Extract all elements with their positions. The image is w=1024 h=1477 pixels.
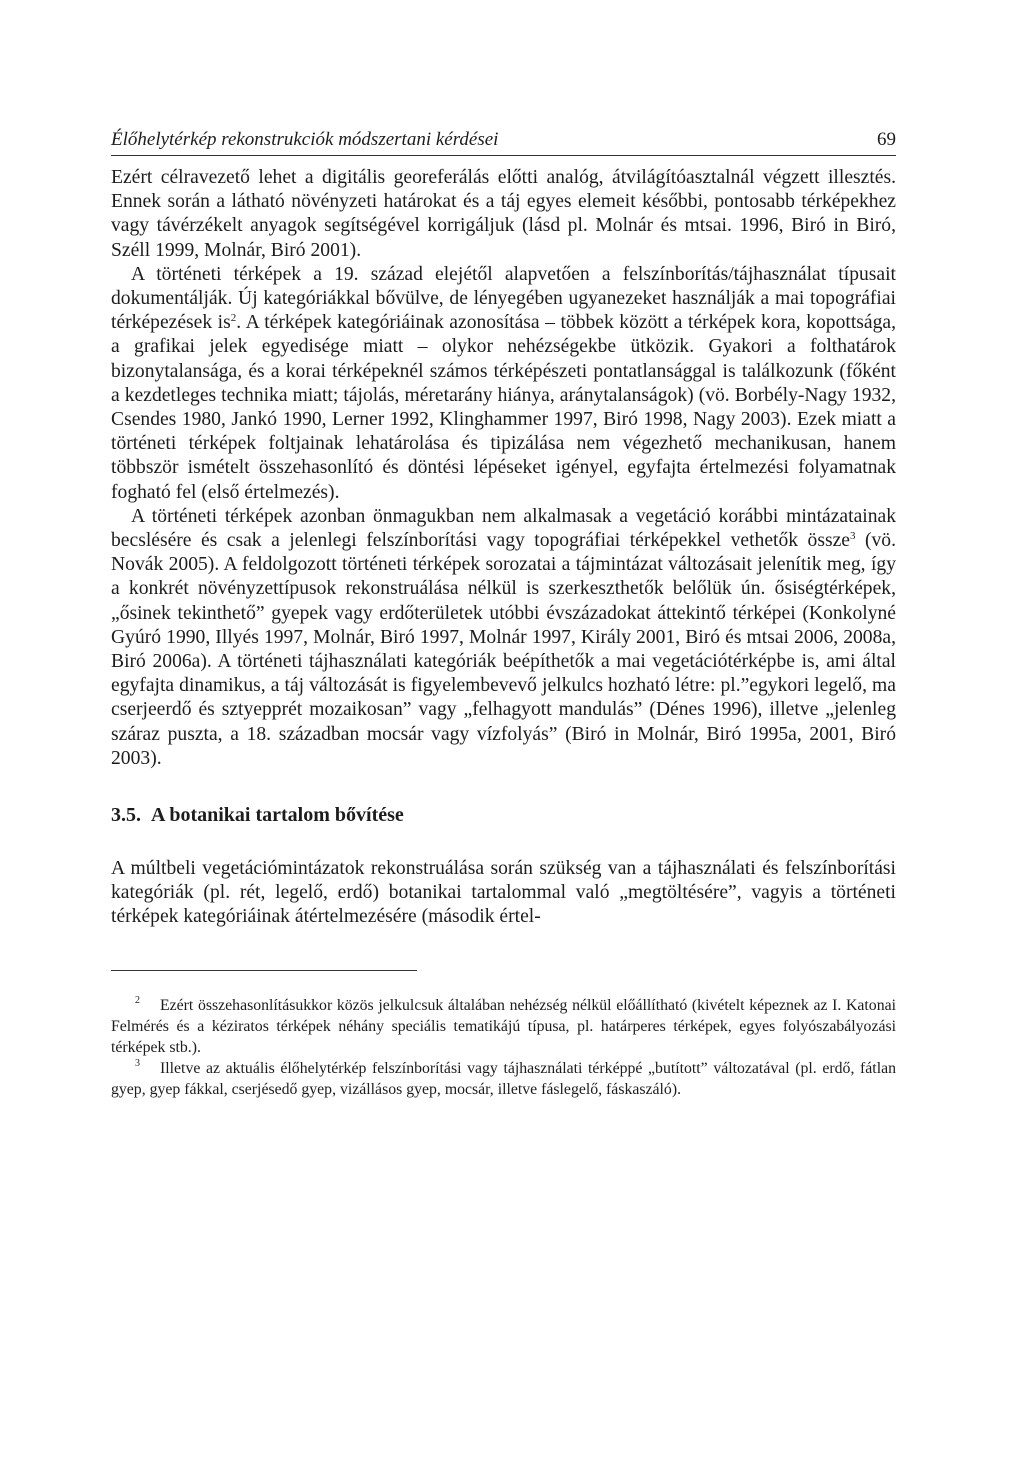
document-page [111,128,896,1100]
footnote-2 [111,995,896,1058]
section-heading [111,802,896,828]
body-text [111,166,896,930]
footnote-mark: 2 [135,994,140,1006]
footnotes [111,995,896,1100]
page-number: 69 [877,129,896,150]
running-header [111,128,896,156]
section-number: 3.5. [111,804,141,827]
paragraph-2-text-b: . A térképek kategóriáinak azonosítása – többek között a térképek kora, kopottsága, a grafikai jelek egyedisége miatt – olykor nehézségekbe ütközik. Gyakori a folthatárok bizonytalansága, és a korai térképeknél számos térképészeti pontatlansággal is találkozunk (főként a kezdetleges technika miatt; tájolás, méretarány hiánya, aránytalanságok) (vö. Borbély-Nagy 1932, Csendes 1980, Jankó 1990, Lerner 1992, Klinghammer 1997, Biró 1998, Nagy 2003). Ezek miatt a történeti térképek foltjainak lehatárolása és tipizálása nem végezhető mechanikusan, hanem többször ismételt összehasonlító és döntési lépéseket igényel, egyfajta értelmezési folyamatnak fogható fel (első értelmezés). [111,312,896,503]
section-paragraph: A múltbeli vegetációmintázatok rekonstruálása során szükség van a tájhasználati és felszínborítási kategóriák (pl. rét, legelő, erdő) botanikai tartalommal való „megtöltésére”, vagyis a történeti térképek kategóriáinak átértelmezésére (második értel- [111,858,896,928]
paragraph-3-text-b: (vö. Novák 2005). A feldolgozott történeti térképek sorozatai a tájmintázat változásait jelenítik meg, így a konkrét növényzettípusok rekonstruálása nélkül is szerkeszthetők belőlük ún. ősiségtérképek, „ősinek tekinthető” gyepek vagy erdőterületek utóbbi évszázadokat áttekintő térképei (Konkolyné Gyúró 1990, Illyés 1997, Molnár, Biró 1997, Molnár 1997, Király 2001, Biró és mtsai 2006, 2008a, Biró 2006a). A történeti tájhasználati kategóriák beépíthetők a mai vegetációtérképbe is, ami által egyfajta dinamikus, a táj változását is figyelembevevő jelkulcs hozható létre: pl.”egykori legelő, ma cserjeerdő és sztyepprét mozaikosan” vagy „felhagyott mandulás” (Dénes 1996), illetve „jelenleg száraz puszta, a 18. században mocsár vagy vízfolyás” (Biró in Molnár, Biró 1995a, 2001, Biró 2003). [111,530,897,769]
footnote-3 [111,1058,896,1100]
paragraph-2-text-a: A történeti térképek a 19. század elejétől alapvetően a felszínborítás/tájhasználat típusait dokumentálják. Új kategóriákkal bővülve, de lényegében ugyanezeket használják a mai topográfiai térképezések is [111,263,896,334]
paragraph-3 [111,505,896,771]
footnote-mark: 3 [135,1057,140,1069]
section-title: A botanikai tartalom bővítése [151,804,404,827]
paragraph-1: Ezért célravezető lehet a digitális georeferálás előtti analóg, átvilágítóasztalnál végzett illesztés. Ennek során a látható növényzeti határokat és a táj egyes elemeit későbbi, pontosabb térképekhez vagy távérzékelt anyagok segítségével korrigáljuk (lásd pl. Molnár és mtsai. 1996, Biró in Biró, Széll 1999, Molnár, Biró 2001). [111,167,896,261]
footnote-ref-3: 3 [850,530,856,543]
footnote-ref-2: 2 [230,312,237,325]
footnote-text: Illetve az aktuális élőhelytérkép felszínborítási vagy tájhasználati térképpé „butított” változatával (pl. erdő, fátlan gyep, gyep fákkal, cserjésedő gyep, vizállásos gyep, mocsár, illetve fáslegelő, fáskaszáló). [111,1059,896,1098]
running-title: Élőhelytérkép rekonstrukciók módszertani kérdései [111,129,499,150]
footnote-divider [111,970,417,971]
paragraph-2 [111,263,896,505]
paragraph-3-text-a: A történeti térképek azonban önmagukban nem alkalmasak a vegetáció korábbi mintázatainak becslésére és csak a jelenlegi felszínborítási vagy topográfiai térképekkel vethetők össze [111,505,896,552]
footnote-text: Ezért összehasonlításukkor közös jelkulcsuk általában nehézség nélkül előállítható (kivételt képeznek az I. Katonai Felmérés és a kéziratos térképek néhány speciális tematikájú típusa, pl. határperes térképek, egyes folyószabályozási térképek stb.). [111,996,896,1056]
